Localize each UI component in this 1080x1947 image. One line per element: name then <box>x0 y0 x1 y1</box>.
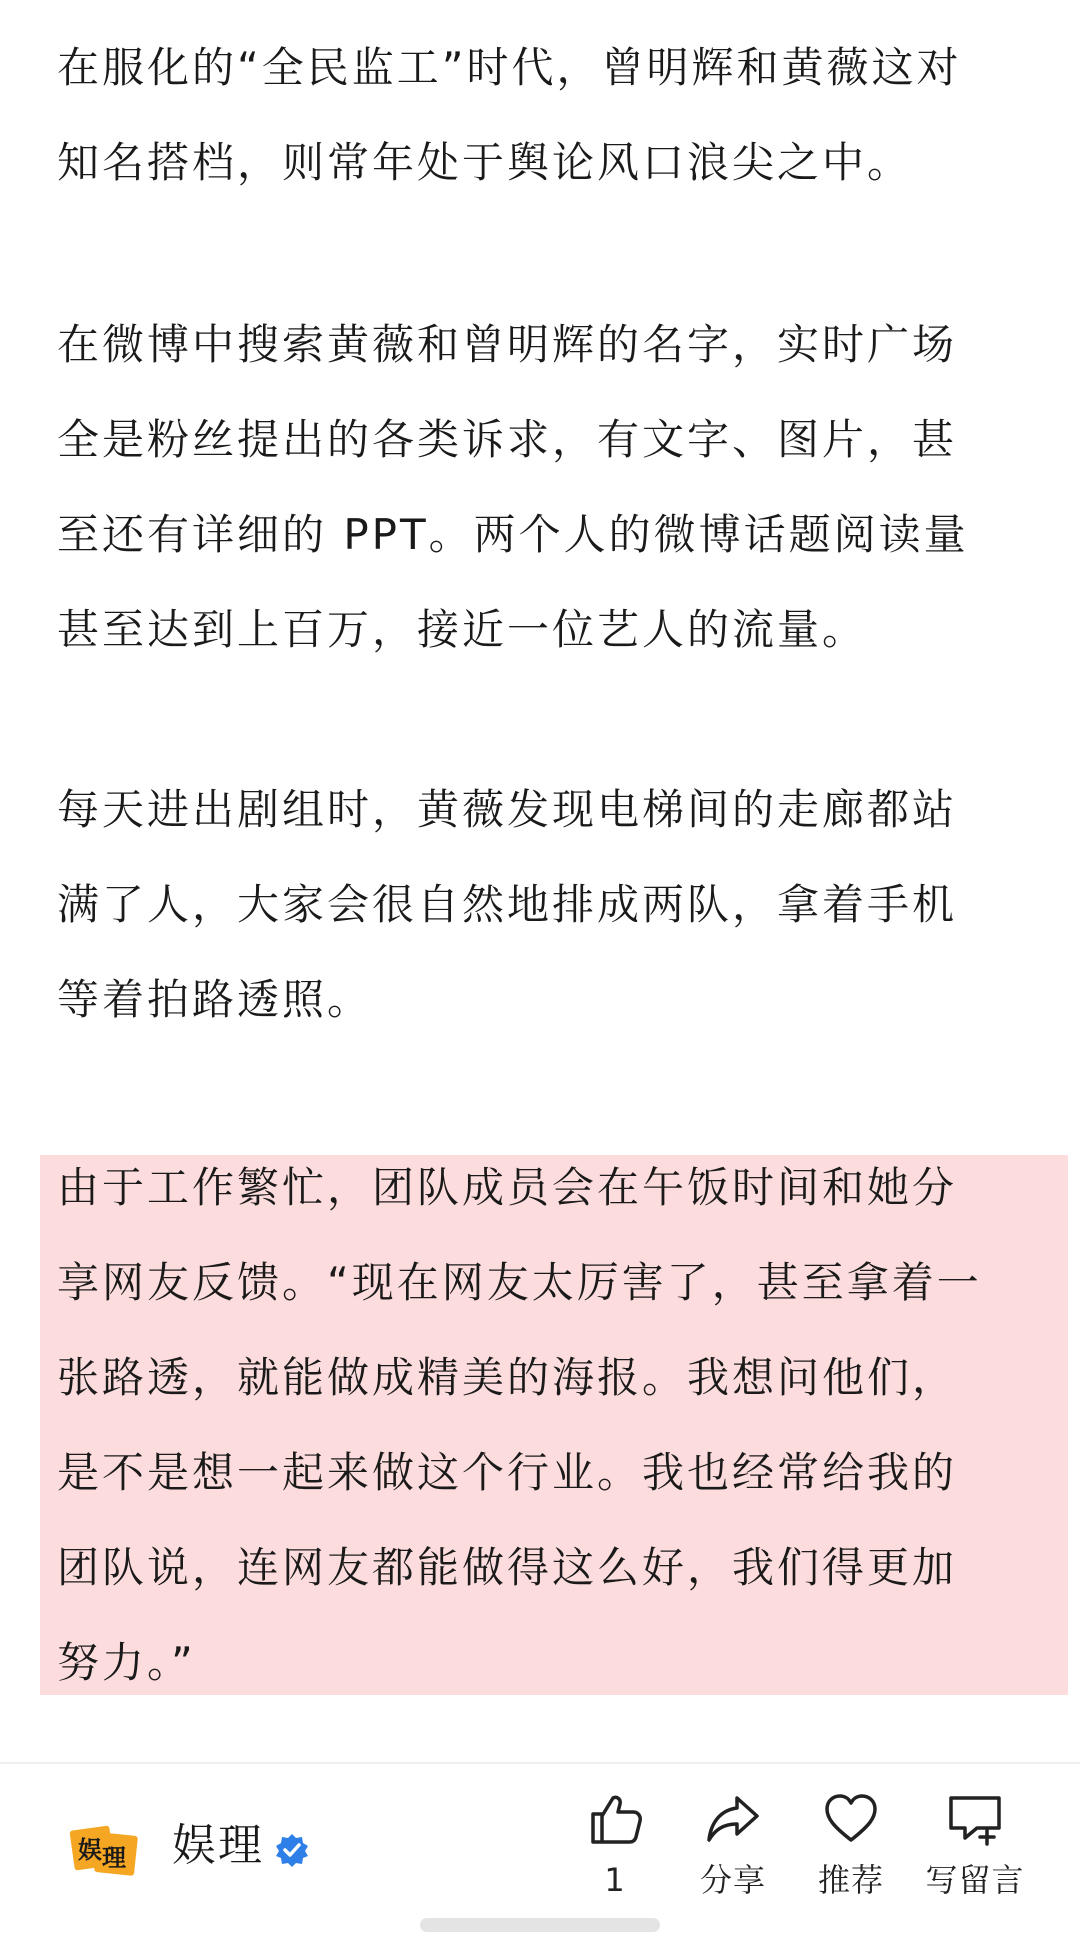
paragraph-line: 甚至达到上百万，接近一位艺人的流量。 <box>57 605 868 654</box>
share-button[interactable] <box>678 1792 788 1912</box>
paragraph-line: 在微博中搜索黄薇和曾明辉的名字，实时广场 <box>57 320 958 369</box>
verified-check-icon <box>274 1832 310 1868</box>
paragraph-line: 等着拍路透照。 <box>57 975 373 1024</box>
thumbs-up-icon <box>587 1792 643 1846</box>
share-label: 分享 <box>699 1861 766 1899</box>
comment-plus-icon <box>947 1792 1003 1846</box>
recommend-button[interactable] <box>796 1792 906 1912</box>
paragraph-line: 全是粉丝提出的各类诉求，有文字、图片，甚 <box>57 415 958 464</box>
write-comment-button[interactable] <box>912 1792 1038 1912</box>
heart-icon <box>823 1792 879 1846</box>
article-paragraph <box>57 20 1037 210</box>
article-paragraph-highlighted <box>57 1140 1037 1710</box>
recommend-label: 推荐 <box>817 1861 884 1899</box>
paragraph-line: 张路透，就能做成精美的海报。我想问他们， <box>57 1353 958 1402</box>
like-button[interactable] <box>560 1792 670 1912</box>
write-comment-label: 写留言 <box>925 1861 1025 1899</box>
paragraph-line: 团队说，连网友都能做得这么好，我们得更加 <box>57 1543 958 1592</box>
paragraph-line: 享网友反馈。“现在网友太厉害了，甚至拿着一 <box>57 1258 982 1307</box>
paragraph-line: 知名搭档，则常年处于舆论风口浪尖之中。 <box>57 138 913 187</box>
account-avatar[interactable] <box>68 1814 138 1884</box>
paragraph-line: 在服化的“全民监工”时代，曾明辉和黄薇这对 <box>57 43 962 92</box>
avatar-text: 娱 <box>78 1836 102 1864</box>
paragraph-line: 努力。” <box>57 1638 196 1687</box>
paragraph-line: 每天进出剧组时，黄薇发现电梯间的走廊都站 <box>57 785 958 834</box>
like-count: 1 <box>604 1861 626 1899</box>
home-indicator <box>420 1918 660 1932</box>
avatar-text: 理 <box>102 1844 126 1872</box>
paragraph-line: 是不是想一起来做这个行业。我也经常给我的 <box>57 1448 958 1497</box>
account-name[interactable]: 娱理 <box>172 1820 264 1871</box>
article-paragraph <box>57 762 1037 1047</box>
paragraph-line: 满了人，大家会很自然地排成两队，拿着手机 <box>57 880 958 929</box>
article-paragraph <box>57 297 1037 677</box>
paragraph-line: 至还有详细的 PPT。两个人的微博话题阅读量 <box>57 510 969 559</box>
paragraph-line: 由于工作繁忙，团队成员会在午饭时间和她分 <box>57 1163 958 1212</box>
share-arrow-icon <box>705 1792 761 1846</box>
